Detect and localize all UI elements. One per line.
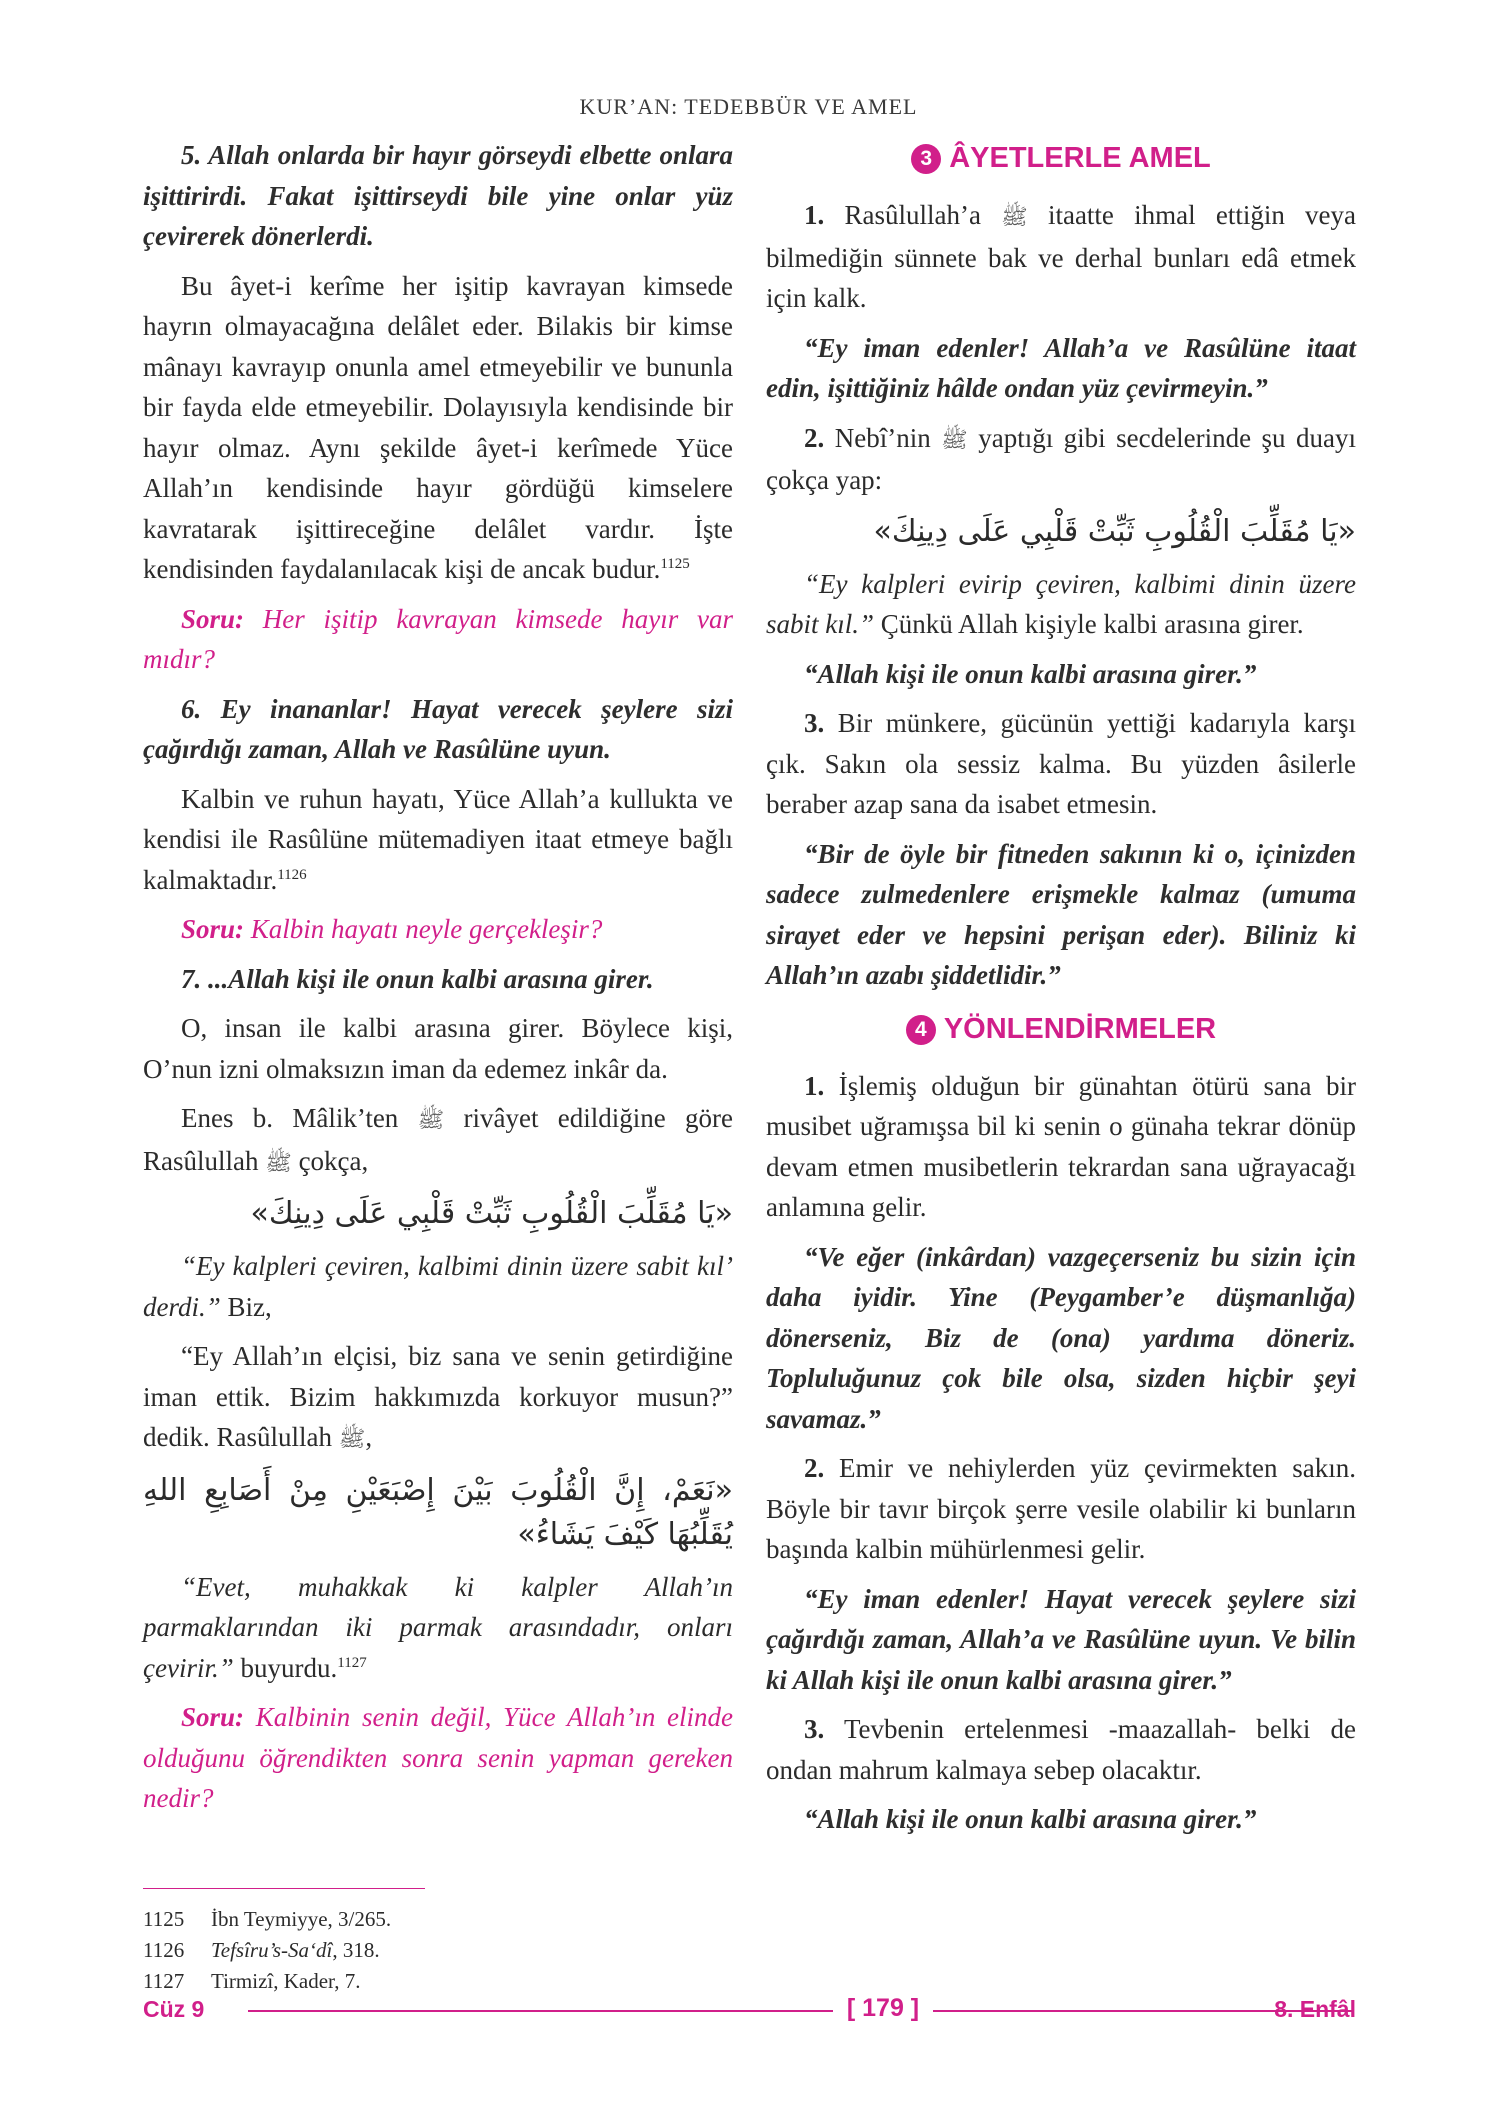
question: Soru: Kalbinin senin değil, Yüce Allah’ın elinde olduğunu öğrendikten sonra senin yapman gereken nedir? [143, 1702, 734, 1813]
sallallahu-ligature: ﷺ [1001, 204, 1028, 229]
left-column [143, 135, 733, 1828]
list-item: 3. Bir münkere, gücünün yettiği kadarıyla karşı çık. Sakın ola sessiz kalma. Bu yüzden âsilerle beraber azap sana da isabet etmesin. [766, 708, 1357, 819]
section-number-badge: 3 [911, 144, 941, 174]
list-item: 2. Nebî’nin ﷺ yaptığı gibi secdelerinde şu duayı çokça yap: [766, 422, 1356, 495]
hadith-intro: Enes b. Mâlik’ten ﷺ rivâyet edildiğine göre Rasûlullah ﷺ çokça, [143, 1103, 733, 1176]
footnote: 1125 İbn Teymiyye, 3/265. [143, 1907, 392, 1931]
translation-paragraph: “Ey kalpleri çeviren, kalbimi dinin üzere sabit kıl’ derdi.” Biz, [143, 1251, 733, 1322]
footnote-ref: 1127 [337, 1654, 367, 1671]
arabic-hadith: «نَعَمْ، إِنَّ الْقُلُوبَ بَيْنَ إِصْبَعَيْنِ مِنْ أَصَابِعِ اللهِ يُقَلِّبُهَا كَيْفَ يَشَاءُ» [143, 1472, 733, 1552]
section-heading-ayetlerle-amel: 3 ÂYETLERLE AMEL [766, 139, 1356, 177]
right-column [766, 135, 1356, 1849]
translation-paragraph: “Ey kalpleri evirip çeviren, kalbimi dinin üzere sabit kıl.” Çünkü Allah kişiyle kalbi arasına girer. [766, 568, 1356, 639]
verse-quote: “Ve eğer (inkârdan) vazgeçerseniz bu sizin için daha iyidir. Yine (Peygamber’e düşmanlığa) dönerseniz, Biz de (ona) yardıma döneriz. Topluluğunuz çok bile olsa, sizden hiçbir şeyi savamaz.” [766, 1241, 1356, 1434]
running-title: KUR’AN: TEDEBBÜR VE AMEL [579, 94, 918, 119]
sura-label: 8. Enfâl [1274, 1996, 1356, 2022]
section-number-badge: 4 [906, 1015, 936, 1045]
section-heading-yonlendirmeler: 4 YÖNLENDİRMELER [766, 1010, 1356, 1048]
verse-7: 7. ...Allah kişi ile onun kalbi arasına girer. [181, 963, 654, 994]
question: Soru: Kalbin hayatı neyle gerçekleşir? [181, 914, 603, 944]
footer-rule-left [248, 2010, 833, 2012]
question: Soru: Her işitip kavrayan kimsede hayır var mıdır? [143, 603, 734, 674]
list-item: 2. Emir ve nehiylerden yüz çevirmekten sakın. Böyle bir tavır birçok şerre vesile olabilir ki bunların başında kalbin mühürlenmesi gelir. [766, 1453, 1356, 1564]
translation-paragraph: “Evet, muhakkak ki kalpler Allah’ın parmaklarından iki parmak arasındadır, onları çevirir.” buyurdu.$^{1127}$ [143, 1571, 733, 1683]
verse-quote: “Bir de öyle bir fitneden sakının ki o, içinizden sadece zulmedenlere erişmekle kalmaz (umuma sirayet eder ve hepsini perişan eder). Biliniz ki Allah’ın azabı şiddetlidir.” [766, 838, 1356, 990]
sallallahu-ligature: ﷺ [338, 1426, 366, 1451]
page-number: [ 179 ] [846, 1994, 920, 2022]
list-item: 3. Tevbenin ertelenmesi -maazallah- belki de ondan mahrum kalmaya sebep olacaktır. [766, 1714, 1356, 1785]
commentary-paragraph: O, insan ile kalbi arasına girer. Böylece kişi, O’nun izni olmaksızın iman da edemez inkâr da. [143, 1013, 733, 1084]
verse-quote: “Allah kişi ile onun kalbi arasına girer.” [804, 1804, 1257, 1834]
footnote-ref: 1125 [660, 556, 690, 572]
sallallahu-ligature: ﷺ [265, 1149, 292, 1175]
verse-5: 5. Allah onlarda bir hayır görseydi elbette onlara işittirirdi. Fakat işittirseydi bile yine onlar yüz çevirerek dönerlerdi. [143, 140, 733, 251]
hadith-paragraph: “Ey Allah’ın elçisi, biz sana ve senin getirdiğine iman ettik. Bizim hakkımızda korkuyor musun?” dedik. Rasûlullah ﷺ, [143, 1341, 733, 1452]
list-item: 1. İşlemiş olduğun bir günahtan ötürü sana bir musibet uğramışsa bil ki senin o günaha tekrar dönüp devam etmen musibetlerin tekrardan sana uğrayacağı anlamına gelir. [766, 1070, 1357, 1222]
page-footer [143, 1996, 1356, 2032]
footnote: 1127 Tirmizî, Kader, 7. [143, 1969, 361, 1993]
commentary-paragraph: Kalbin ve ruhun hayatı, Yüce Allah’a kullukta ve kendisi ile Rasûlüne mütemadiyen itaat etmeye bağlı kalmaktadır.$^{1126}$ [143, 783, 733, 895]
footnote: 1126 Tefsîru’s-Sa‘dî, 318. [143, 1938, 380, 1962]
arabic-supplication: «يَا مُقَلِّبَ الْقُلُوبِ ثَبِّتْ قَلْبِي عَلَى دِينِكَ» [250, 1196, 733, 1231]
juz-label: Cüz 9 [143, 1996, 205, 2022]
verse-6: 6. Ey inananlar! Hayat verecek şeylere sizi çağırdığı zaman, Allah ve Rasûlüne uyun. [143, 693, 733, 764]
footnotes [143, 1904, 743, 1997]
footnote-divider [143, 1888, 425, 1889]
radiyallahu-ligature: ﷺ [417, 1107, 445, 1132]
footnote-ref: 1126 [277, 866, 307, 883]
sallallahu-ligature: ﷺ [941, 426, 968, 452]
list-item: 1. Rasûlullah’a ﷺ itaatte ihmal ettiğin veya bilmediğin sünnete bak ve derhal bunları edâ etmek için kalk. [766, 200, 1357, 313]
arabic-supplication: «يَا مُقَلِّبَ الْقُلُوبِ ثَبِّتْ قَلْبِي عَلَى دِينِكَ» [873, 513, 1356, 549]
verse-quote: “Ey iman edenler! Hayat verecek şeylere sizi çağırdığı zaman, Allah’a ve Rasûlüne uyun. Ve bilin ki Allah kişi ile onun kalbi arasına girer.” [766, 1583, 1356, 1695]
verse-quote: “Ey iman edenler! Allah’a ve Rasûlüne itaat edin, işittiğiniz hâlde ondan yüz çevirmeyin.” [766, 332, 1356, 403]
verse-quote: “Allah kişi ile onun kalbi arasına girer.” [804, 658, 1257, 689]
commentary-paragraph: Bu âyet-i kerîme her işitip kavrayan kimsede hayrın olmayacağına delâlet eder. Bilakis bir kimse mânayı kavrayıp onunla amel etmeyebilir ve bununla bir fayda elde etmeyebilir. Dolayısıyla kendisinde bir hayır olmaz. Aynı şekilde âyet-i kerîmede Yüce Allah’ın kendisinde hayır gördüğü kimselere kavratarak işittireceğine delâlet vardır. İşte kendisinden faydalanılacak kişi de ancak budur.$^{1125}$ [143, 270, 733, 584]
